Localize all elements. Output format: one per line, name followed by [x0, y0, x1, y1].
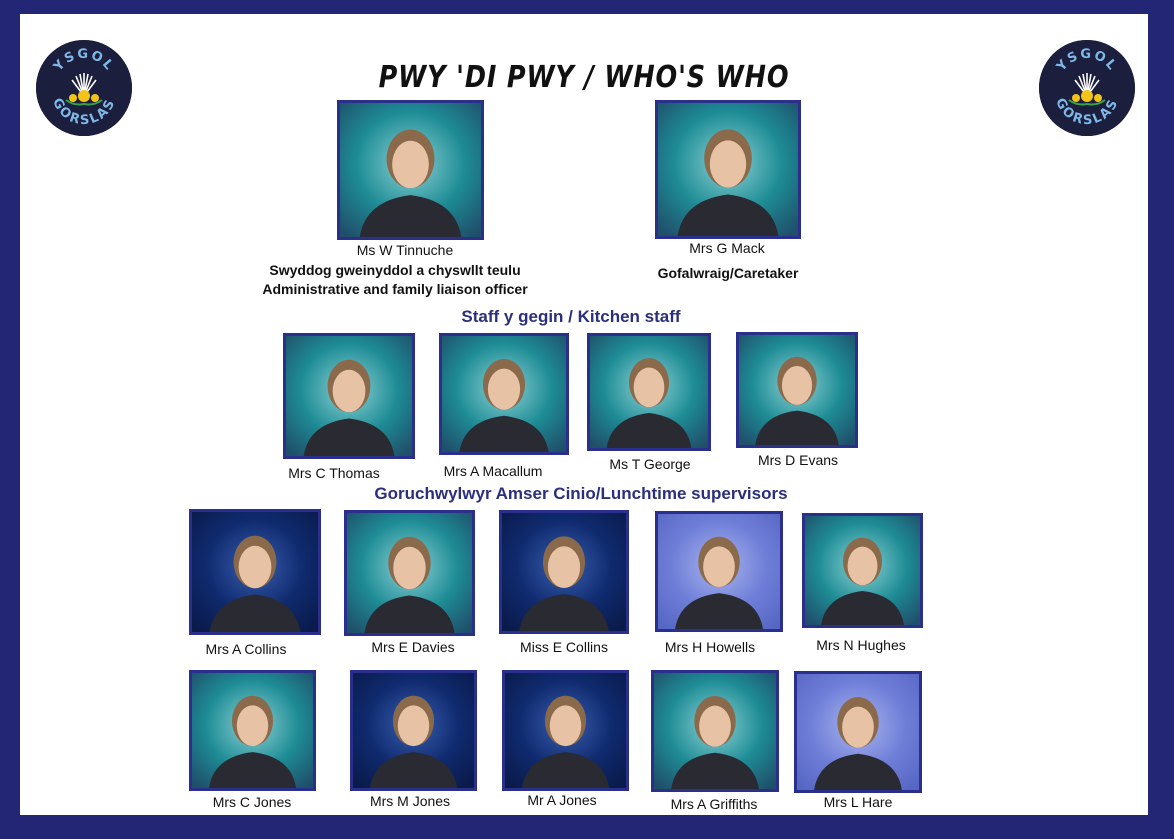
staff-name: Mr A Jones [527, 792, 597, 808]
staff-photo-e-collins [499, 510, 629, 634]
staff-photo-davies [344, 510, 475, 636]
staff-name: Mrs M Jones [369, 793, 451, 809]
staff-photo-macallum [439, 333, 569, 455]
staff-photo-evans [736, 332, 858, 448]
staff-name: Mrs A Macallum [443, 463, 543, 479]
staff-photo-hare [794, 671, 922, 793]
school-logo-right [1039, 40, 1135, 136]
staff-role-en: Administrative and family liaison officer [262, 281, 528, 297]
staff-photo-tinnuche [337, 100, 484, 240]
staff-role-caretaker: Gofalwraig/Caretaker [657, 265, 799, 281]
staff-name: Ms T George [609, 456, 691, 472]
staff-photo-hughes [802, 513, 923, 628]
staff-name-mack: Mrs G Mack [689, 240, 765, 256]
staff-name: Mrs A Griffiths [670, 796, 758, 812]
school-logo-left [36, 40, 132, 136]
staff-name: Mrs D Evans [757, 452, 839, 468]
lunchtime-heading: Goruchwylwyr Amser Cinio/Lunchtime supervisors [374, 484, 788, 503]
staff-photo-a-collins [189, 509, 321, 635]
staff-photo-thomas [283, 333, 415, 459]
logo-top-text: YSGOL [1053, 46, 1121, 75]
staff-photo-howells [655, 511, 783, 632]
staff-photo-mack [655, 100, 801, 239]
staff-photo-m-jones [350, 670, 477, 791]
staff-name: Mrs C Jones [212, 794, 292, 810]
staff-role-cy: Swyddog gweinyddol a chyswllt teulu [269, 262, 521, 278]
logo-bottom-text: GORSLAS [49, 95, 119, 129]
logo-top-text: YSGOL [50, 46, 118, 75]
staff-name: Mrs C Thomas [288, 465, 380, 481]
staff-name: Mrs E Davies [371, 639, 455, 655]
staff-name: Mrs A Collins [205, 641, 287, 657]
staff-photo-a-jones [502, 670, 629, 791]
staff-name: Mrs L Hare [823, 794, 893, 810]
poster [20, 14, 1148, 815]
staff-photo-c-jones [189, 670, 316, 791]
staff-name: Mrs N Hughes [816, 637, 906, 653]
staff-name: Miss E Collins [520, 639, 608, 655]
kitchen-heading: Staff y gegin / Kitchen staff [461, 307, 681, 326]
staff-name: Mrs H Howells [664, 639, 756, 655]
staff-name-tinnuche: Ms W Tinnuche [356, 242, 454, 258]
staff-photo-griffiths [651, 670, 779, 792]
staff-photo-george [587, 333, 711, 451]
logo-bottom-text: GORSLAS [1052, 95, 1122, 129]
page-title: PWY 'DI PWY / WHO'S WHO [378, 60, 790, 95]
